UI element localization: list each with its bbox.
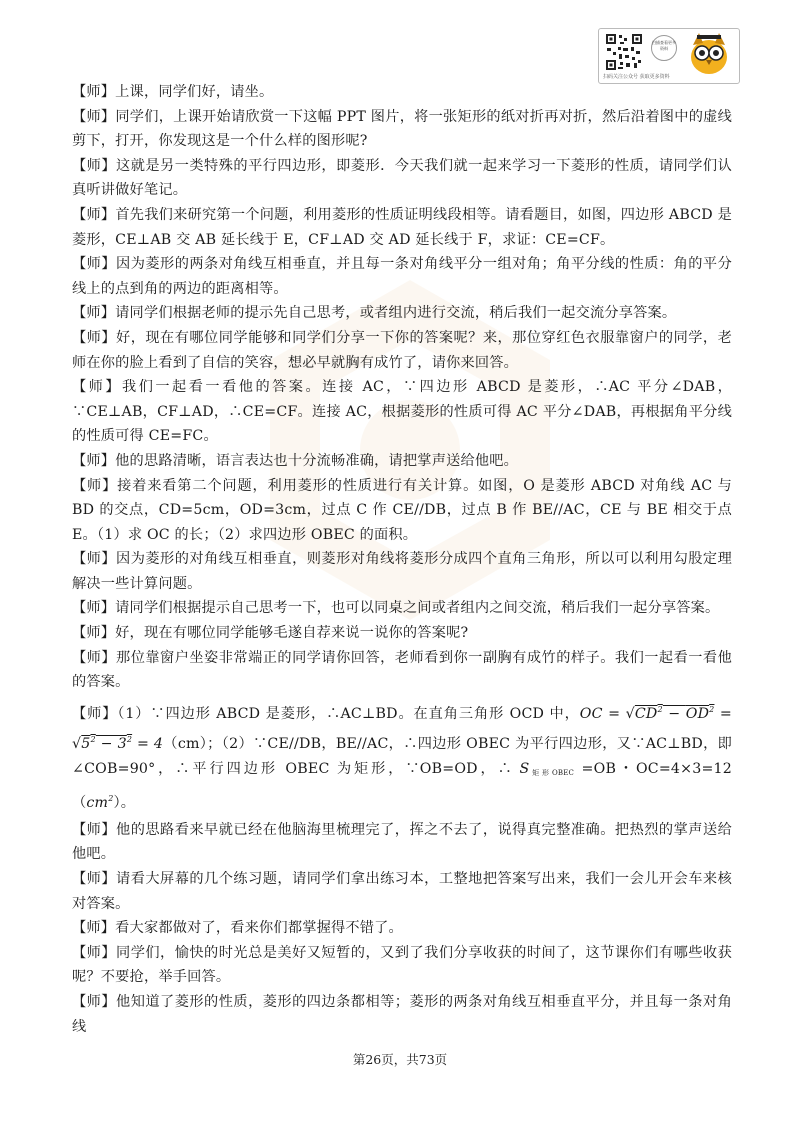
paragraph: 【师】他的思路清晰，语言表达也十分流畅准确，请把掌声送给他吧。	[72, 452, 519, 469]
paragraph: 【师】好，现在有哪位同学能够和同学们分享一下你的答案呢？来，那位穿红色衣服靠窗户的同学，老师在你的脸上看到了自信的笑容，想必早就胸有成竹了，请你来回答。	[72, 329, 732, 371]
equation-paragraph	[72, 697, 732, 816]
formula-term: CD	[634, 705, 658, 722]
paragraph: 【师】看大家都做对了，看来你们都掌握得不错了。	[72, 920, 403, 937]
formula-result: = 4	[132, 735, 164, 752]
exponent: 2	[657, 704, 663, 714]
speech-bubble: 扫描查看更多资料	[651, 35, 677, 61]
formula-term: OC	[579, 705, 603, 722]
formula-term: 5	[81, 735, 91, 752]
paragraph: 【师】同学们，上课开始请欣赏一下这幅 PPT 图片，将一张矩形的纸对折再对折，然后沿着图中的虚线剪下，打开，你发现这是一个什么样的图形呢?	[72, 108, 732, 150]
header-logo	[598, 28, 740, 84]
paragraph: 【师】那位靠窗户坐姿非常端正的同学请你回答，老师看到你一副胸有成竹的样子。我们一起看一看他的答案。	[72, 649, 732, 691]
formula-op: =	[714, 705, 732, 722]
exponent: 2	[709, 704, 715, 714]
equation-text-1: 【师】（1）∵四边形 ABCD 是菱形，∴AC⊥BD。在直角三角形 OCD 中，	[72, 705, 580, 722]
exponent: 2	[126, 734, 133, 744]
paragraph: 【师】请同学们根据老师的提示先自己思考，或者组内进行交流，稍后我们一起交流分享答案。	[72, 305, 677, 322]
equation-text-3: =OB・OC=4×3=12（	[72, 760, 732, 811]
formula-op: −	[662, 705, 686, 722]
paragraph: 【师】因为菱形的两条对角线互相垂直，并且每一条对角线平分一组对角；角平分线的性质：角的平分线上的点到角的两边的距离相等。	[72, 256, 732, 297]
paragraph: 【师】好，现在有哪位同学能够毛遂自荐来说一说你的答案呢?	[72, 625, 469, 642]
formula-term: S	[519, 760, 530, 777]
paragraph: 【师】因为菱形的对角线互相垂直，则菱形对角线将菱形分成四个直角三角形，所以可以利用勾股定理解决一些计算问题。	[72, 551, 732, 592]
formula-term: cm	[86, 794, 109, 811]
sqrt-radicand	[635, 706, 715, 722]
paragraph: 【师】他的思路看来早就已经在他脑海里梳理完了，挥之不去了，说得真完整准确。把热烈的掌声送给他吧。	[72, 821, 732, 863]
logo-caption: 扫码关注公众号 获取更多资料	[603, 74, 670, 80]
equation-text-2: （cm）；（2）∵CE//DB，BE//AC，∴四边形 OBEC 为平行四边形，又∵AC⊥BD，即∠COB=90°，∴平行四边形 OBEC 为矩形，∵OB=OD，∴	[72, 735, 733, 777]
owl-mascot-icon	[683, 31, 735, 75]
qr-code-icon	[605, 33, 643, 71]
formula-term: − 3	[95, 735, 127, 752]
paragraph: 【师】上课，同学们好，请坐。	[72, 84, 274, 100]
formula-op: =	[602, 705, 626, 722]
paragraph: 【师】他知道了菱形的性质，菱形的四边条都相等；菱形的两条对角线互相垂直平分，并且每一条对角线	[72, 994, 732, 1035]
exponent: 2	[90, 734, 96, 744]
exponent: 2	[108, 793, 114, 803]
sqrt-radicand	[81, 736, 132, 752]
formula-term: OD	[685, 705, 710, 722]
area-symbol	[519, 761, 574, 777]
oc-formula: OC = $√CD^2 - OD^2 = √5^2 - 3^2 = 4$	[72, 704, 732, 752]
page-number: 第26页，共73页	[352, 1052, 448, 1067]
paragraph: 【师】请同学们根据提示自己思考一下，也可以同桌之间或者组内之间交流，稍后我们一起分享答案。	[72, 600, 720, 617]
paragraph: 【师】接着来看第二个问题，利用菱形的性质进行有关计算。如图，O 是菱形 ABCD 对角线 AC 与 BD 的交点，CD=5cm，OD=3cm，过点 C 作 CE//DB，过点 B 作 BE//AC，CE 与 BE 相交于点 E。（1）求 OC 的长；（2）求四边形 OBEC 的面积。	[72, 477, 732, 543]
lesson-transcript	[72, 80, 732, 1039]
paragraph: 【师】请看大屏幕的几个练习题，请同学们拿出练习本，工整地把答案写出来，我们一会儿开会车来核对答案。	[72, 871, 732, 912]
subscript: 矩形OBEC	[529, 768, 575, 777]
paragraph: 【师】首先我们来研究第一个问题，利用菱形的性质证明线段相等。请看题目，如图，四边形 ABCD 是菱形，CE⊥AB 交 AB 延长线于 E，CF⊥AD 交 AD 延长线于 F，求证：CE=CF。	[72, 206, 732, 248]
paragraph: 【师】这就是另一类特殊的平行四边形，即菱形．今天我们就一起来学习一下菱形的性质，请同学们认真听讲做好笔记。	[72, 157, 732, 199]
area-unit	[86, 795, 113, 811]
paragraph: 【师】同学们，愉快的时光总是美好又短暂的，又到了我们分享收获的时间了，这节课你们有哪些收获呢？不要抢，举手回答。	[72, 944, 732, 986]
equation-text-4: ）。	[113, 794, 136, 811]
paragraph: 【师】我们一起看一看他的答案。连接 AC，∵四边形 ABCD 是菱形，∴AC 平分∠DAB，∵CE⊥AB，CF⊥AD，∴CE=CF。连接 AC，根据菱形的性质可得 AC 平分∠DAB，再根据角平分线的性质可得 CE=FC。	[72, 379, 732, 445]
